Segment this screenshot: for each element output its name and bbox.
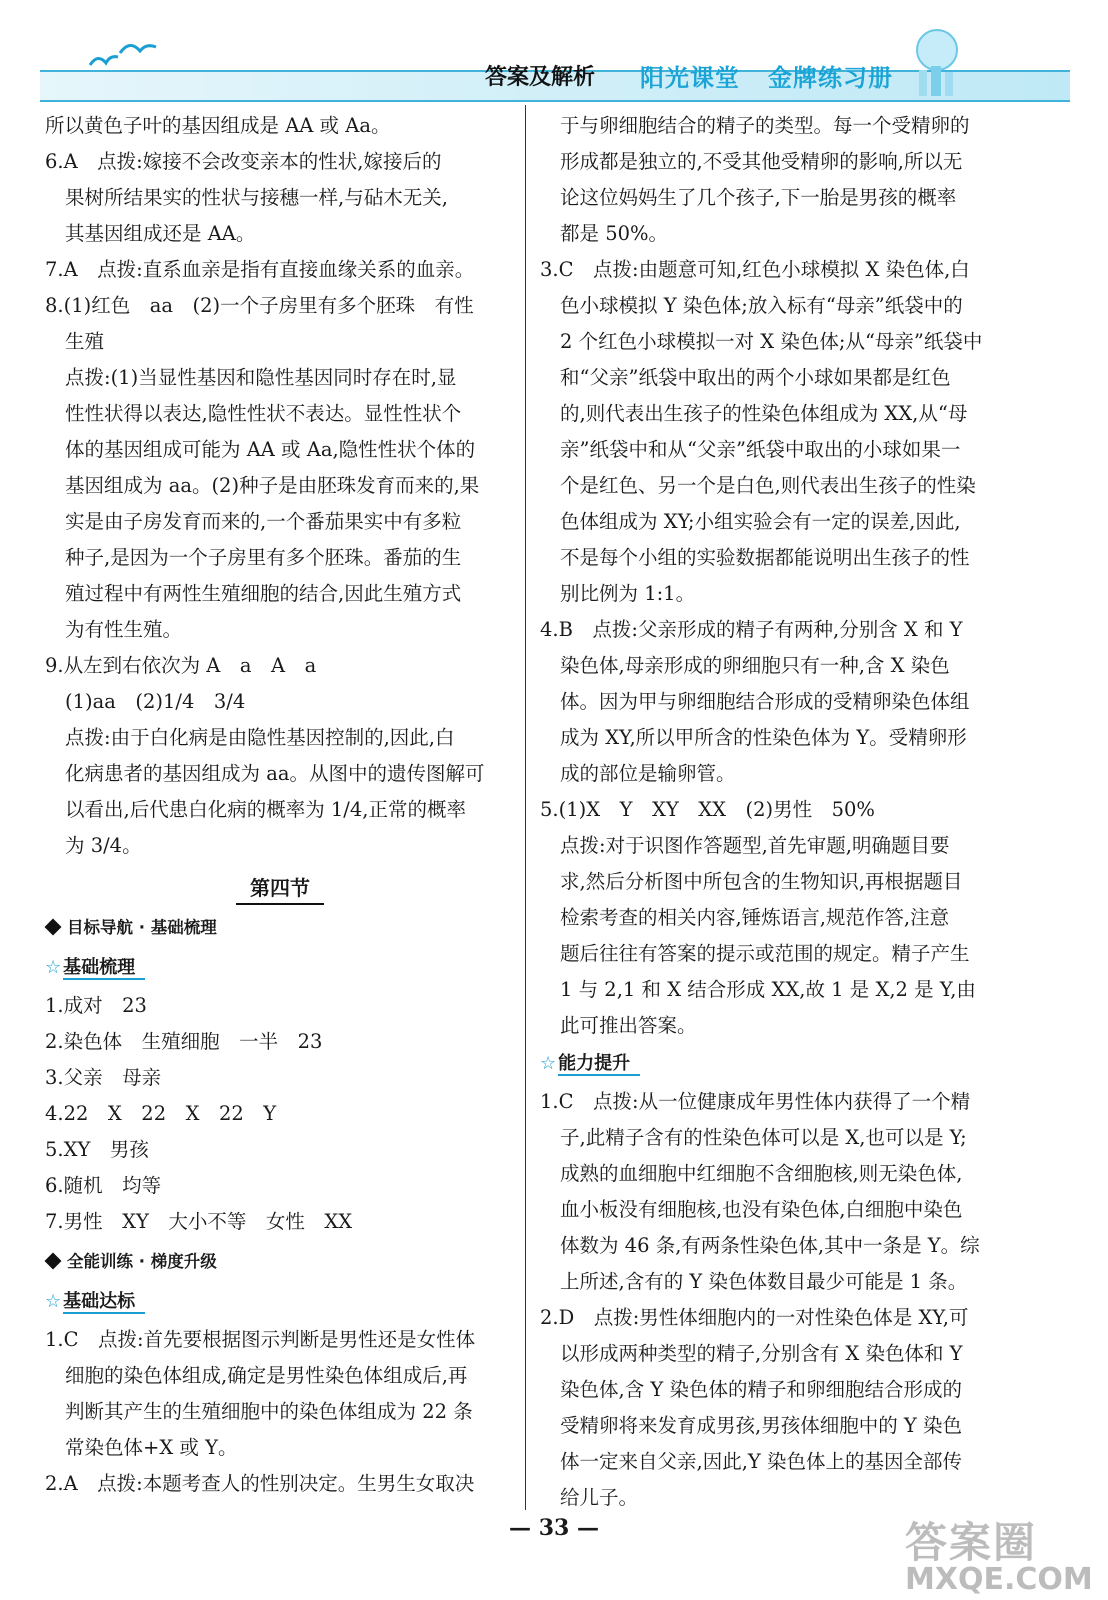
left-column (45, 108, 515, 1502)
answer-line: 血小板没有细胞核,也没有染色体,白细胞中染色 (560, 1198, 963, 1221)
subheading-standard: ☆ 基础达标 (45, 1284, 515, 1320)
column-divider (525, 105, 526, 1510)
answer-line: 子,此精子含有的性染色体可以是 X,也可以是 Y; (560, 1126, 967, 1149)
subheading-ability: ☆ 能力提升 (540, 1046, 1010, 1082)
answer-line: 以形成两种类型的精子,分别含有 X 染色体和 Y (560, 1342, 963, 1365)
answer-line: 题后往往有答案的提示或范围的规定。精子产生 (560, 942, 970, 965)
answer-line: 2.D 点拨:男性体细胞内的一对性染色体是 XY,可 (540, 1306, 969, 1329)
section-title: 第四节 (45, 870, 515, 906)
answer-line: 此可推出答案。 (560, 1014, 697, 1037)
header-brand (640, 58, 893, 93)
answer-line: 为有性生殖。 (65, 618, 183, 641)
answer-line: 别比例为 1:1。 (560, 582, 696, 605)
answer-line: 都是 50%。 (560, 222, 669, 245)
answer-line: 不是每个小组的实验数据都能说明出生孩子的性 (560, 546, 970, 569)
answer-line: 论这位妈妈生了几个孩子,下一胎是男孩的概率 (560, 186, 957, 209)
answer-line: 于与卵细胞结合的精子的类型。每一个受精卵的 (560, 114, 970, 137)
star-icon: ☆ (540, 1053, 557, 1074)
answer-line: 3.C 点拨:由题意可知,红色小球模拟 X 染色体,白 (540, 258, 970, 281)
diamond-icon (45, 919, 62, 936)
basics-line: 4.22 X 22 X 22 Y (45, 1102, 277, 1125)
answer-line: 色小球模拟 Y 染色体;放入标有“母亲”纸袋中的 (560, 294, 963, 317)
answer-line: 2 个红色小球模拟一对 X 染色体;从“母亲”纸袋中 (560, 330, 983, 353)
answer-line: 体。因为甲与卵细胞结合形成的受精卵染色体组 (560, 690, 970, 713)
answer-line: 体一定来自父亲,因此,Y 染色体上的基因全部传 (560, 1450, 962, 1473)
answer-line: (1)aa (2)1/4 3/4 (65, 690, 246, 713)
answer-line: 以看出,后代患白化病的概率为 1/4,正常的概率 (65, 798, 466, 821)
basics-line: 6.随机 均等 (45, 1174, 162, 1197)
watermark (905, 1510, 1095, 1595)
answer-line: 体数为 46 条,有两条性染色体,其中一条是 Y。综 (560, 1234, 980, 1257)
answer-line: 成为 XY,所以甲所含的性染色体为 Y。受精卵形 (560, 726, 967, 749)
answer-line: 基因组成为 aa。(2)种子是由胚珠发育而来的,果 (65, 474, 480, 497)
answer-line: 点拨:(1)当显性基因和隐性基因同时存在时,显 (65, 366, 457, 389)
basics-line: 2.染色体 生殖细胞 一半 23 (45, 1030, 323, 1053)
answer-line: 判断其产生的生殖细胞中的染色体组成为 22 条 (65, 1400, 473, 1423)
answer-line: 点拨:对于识图作答题型,首先审题,明确题目要 (560, 834, 950, 857)
answer-line: 1.C 点拨:首先要根据图示判断是男性还是女性体 (45, 1328, 476, 1351)
answer-line: 生殖 (65, 330, 105, 353)
answer-line: 成熟的血细胞中红细胞不含细胞核,则无染色体, (560, 1162, 963, 1185)
section-bar-goals: 目标导航 · 基础梳理 (45, 910, 515, 946)
answer-line: 8.(1)红色 aa (2)一个子房里有多个胚珠 有性 (45, 294, 474, 317)
birds-icon (80, 35, 160, 80)
answer-line: 点拨:由于白化病是由隐性基因控制的,因此,白 (65, 726, 455, 749)
answer-line: 殖过程中有两性生殖细胞的结合,因此生殖方式 (65, 582, 462, 605)
watermark-bottom: MXQE.COM (905, 1562, 1093, 1597)
answer-line: 为 3/4。 (65, 834, 142, 857)
answer-line: 1 与 2,1 和 X 结合形成 XX,故 1 是 X,2 是 Y,由 (560, 978, 976, 1001)
answer-line: 5.(1)X Y XY XX (2)男性 50% (540, 798, 875, 821)
answer-line: 和“父亲”纸袋中取出的两个小球如果都是红色 (560, 366, 951, 389)
brand-name: 阳光课堂 (640, 63, 740, 92)
answer-line: 2.A 点拨:本题考查人的性别决定。生男生女取决 (45, 1472, 475, 1495)
answer-line: 性性状得以表达,隐性性状不表达。显性性状个 (65, 402, 462, 425)
answer-line: 其基因组成还是 AA。 (65, 222, 256, 245)
answer-line: 染色体,含 Y 染色体的精子和卵细胞结合形成的 (560, 1378, 962, 1401)
answer-line: 形成都是独立的,不受其他受精卵的影响,所以无 (560, 150, 963, 173)
globe-icon (905, 20, 965, 100)
answer-line: 4.B 点拨:父亲形成的精子有两种,分别含 X 和 Y (540, 618, 963, 641)
answer-line: 的,则代表出生孩子的性染色体组成为 XX,从“母 (560, 402, 968, 425)
star-icon: ☆ (45, 1291, 62, 1312)
page-number: — 33 — (509, 1515, 599, 1541)
answer-line: 常染色体+X 或 Y。 (65, 1436, 238, 1459)
header-title: 答案及解析 (485, 65, 596, 90)
brand-series: 金牌练习册 (768, 63, 893, 92)
right-column (540, 108, 1010, 1516)
answer-line: 亲”纸袋中和从“父亲”纸袋中取出的小球如果一 (560, 438, 961, 461)
answer-line: 体的基因组成可能为 AA 或 Aa,隐性性状个体的 (65, 438, 476, 461)
basics-line: 3.父亲 母亲 (45, 1066, 162, 1089)
answer-line: 1.C 点拨:从一位健康成年男性体内获得了一个精 (540, 1090, 971, 1113)
section-bar-training: 全能训练 · 梯度升级 (45, 1244, 515, 1280)
answer-line: 求,然后分析图中所包含的生物知识,再根据题目 (560, 870, 963, 893)
answer-line: 果树所结果实的性状与接穗一样,与砧木无关, (65, 186, 448, 209)
answer-line: 给儿子。 (560, 1486, 639, 1509)
subheading-basics: ☆ 基础梳理 (45, 950, 515, 986)
answer-line: 成的部位是输卵管。 (560, 762, 736, 785)
diamond-icon (45, 1253, 62, 1270)
watermark-top: 答案圈 (905, 1518, 1038, 1567)
answer-line: 实是由子房发育而来的,一个番茄果实中有多粒 (65, 510, 462, 533)
basics-line: 5.XY 男孩 (45, 1138, 149, 1161)
answer-line: 细胞的染色体组成,确定是男性染色体组成后,再 (65, 1364, 468, 1387)
answer-line: 上所述,含有的 Y 染色体数目最少可能是 1 条。 (560, 1270, 968, 1293)
answer-line: 种子,是因为一个子房里有多个胚珠。番茄的生 (65, 546, 462, 569)
answer-line: 检索考查的相关内容,锤炼语言,规范作答,注意 (560, 906, 950, 929)
answer-line: 受精卵将来发育成男孩,男孩体细胞中的 Y 染色 (560, 1414, 962, 1437)
answer-line: 色体组成为 XY;小组实验会有一定的误差,因此, (560, 510, 961, 533)
page-header (0, 0, 1108, 105)
answer-line: 9.从左到右依次为 A a A a (45, 654, 317, 677)
answer-line: 个是红色、另一个是白色,则代表出生孩子的性染 (560, 474, 976, 497)
answer-line: 染色体,母亲形成的卵细胞只有一种,含 X 染色 (560, 654, 950, 677)
basics-line: 7.男性 XY 大小不等 女性 XX (45, 1210, 353, 1233)
answer-line: 化病患者的基因组成为 aa。从图中的遗传图解可 (65, 762, 485, 785)
answer-line: 所以黄色子叶的基因组成是 AA 或 Aa。 (45, 114, 391, 137)
star-icon: ☆ (45, 957, 62, 978)
answer-line: 6.A 点拨:嫁接不会改变亲本的性状,嫁接后的 (45, 150, 442, 173)
answer-line: 7.A 点拨:直系血亲是指有直接血缘关系的血亲。 (45, 258, 475, 281)
basics-line: 1.成对 23 (45, 994, 147, 1017)
